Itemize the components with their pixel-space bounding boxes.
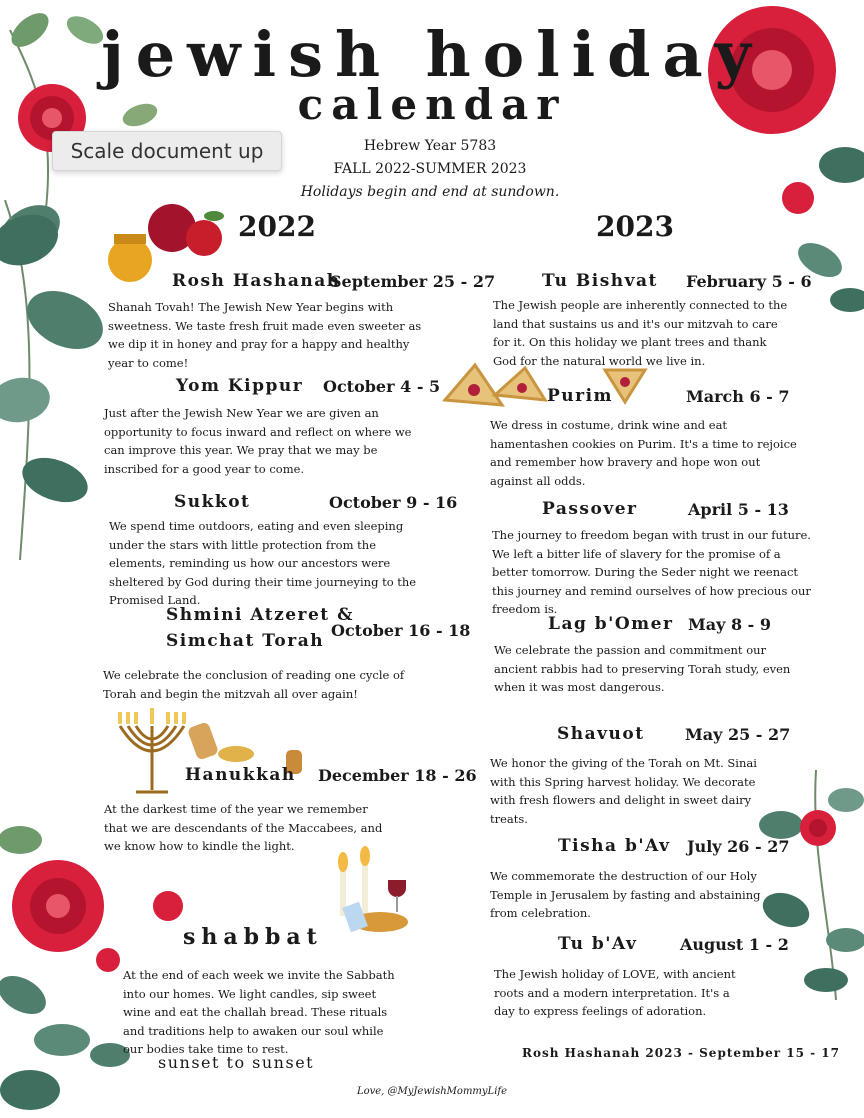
holiday-name: Lag b'Omer (548, 614, 674, 634)
holiday-name: Hanukkah (185, 765, 296, 785)
holiday-description: We honor the giving of the Torah on Mt. Sinai with this Spring harvest holiday. We decorate with fresh flowers and delight in sweet dairy treats. (490, 756, 757, 826)
holiday-description: We dress in costume, drink wine and eat hamentashen cookies on Purim. It's a time to rejoice and remember how bravery and hope won out against all odds. (490, 418, 797, 488)
holiday-name: Yom Kippur (176, 376, 304, 396)
holiday-date: April 5 - 13 (688, 500, 789, 519)
shabbat-description: At the end of each week we invite the Sabbath into our homes. We light candles, sip sweet wine and eat the challah bread. These rituals and traditions help to awaken our soul while our bodies take time to rest. (123, 968, 395, 1056)
holiday-name: Passover (542, 499, 638, 519)
holiday-description: At the darkest time of the year we remember that we are descendants of the Maccabees, and we know how to kindle the light. (104, 802, 383, 853)
leaves-left-decoration (0, 200, 110, 560)
holiday-date: December 18 - 26 (318, 766, 477, 785)
season: FALL 2022-SUMMER 2023 (333, 161, 527, 177)
signature: Love, @MyJewishMommyLife (356, 1086, 508, 1097)
year-2022-heading: 2022 (238, 210, 316, 243)
holiday-date: September 25 - 27 (330, 272, 496, 291)
holiday-name: Tisha b'Av (558, 836, 671, 856)
holiday-name-line2: Simchat Torah (166, 631, 325, 651)
next-rosh-hashanah: Rosh Hashanah 2023 - September 15 - 17 (522, 1046, 840, 1060)
holiday-name: Sukkot (174, 492, 251, 512)
holiday-description: The Jewish holiday of LOVE, with ancient roots and a modern interpretation. It's a day to express feelings of adoration. (494, 967, 736, 1018)
holiday-description: Just after the Jewish New Year we are given an opportunity to focus inward and reflect on where we can improve this year. We pray that we may be inscribed for a good year to come. (104, 406, 412, 476)
page-subtitle: calendar (297, 80, 567, 129)
page-title: jewish holiday (101, 18, 763, 91)
holiday-name: Shavuot (557, 724, 645, 744)
holiday-description: We commemorate the destruction of our Holy Temple in Jerusalem by fasting and abstaining from celebration. (490, 869, 761, 920)
holiday-name: Rosh Hashanah (172, 271, 341, 291)
holiday-date: March 6 - 7 (686, 387, 790, 406)
holiday-name: Tu b'Av (558, 934, 638, 954)
holiday-description: The journey to freedom began with trust in our future. We left a bitter life of slavery for the promise of a better tomorrow. During the Seder night we reenact this journey and remind ourselves of how precious our freedom is. (492, 528, 811, 616)
holiday-date: February 5 - 6 (686, 272, 812, 291)
holiday-description: We celebrate the passion and commitment our ancient rabbis had to preserving Torah study, even when it was most dangerous. (494, 643, 791, 694)
holiday-description: The Jewish people are inherently connected to the land that sustains us and it's our mitzvah to care for it. On this holiday we plant trees and thank God for the natural world we live in. (493, 298, 788, 368)
shabbat-time: sunset to sunset (158, 1053, 315, 1072)
holiday-date: October 16 - 18 (331, 621, 471, 640)
holiday-date: October 9 - 16 (329, 493, 458, 512)
sundown-note: Holidays begin and end at sundown. (300, 184, 560, 200)
holiday-date: July 26 - 27 (687, 837, 790, 856)
holiday-description: We spend time outdoors, eating and even sleeping under the stars with little protection from the elements, reminding us how our ancestors were sheltered by God during their time journeying to the Promised Land. (109, 519, 417, 607)
holiday-date: October 4 - 5 (323, 377, 441, 396)
holiday-name: Tu Bishvat (542, 271, 658, 291)
holiday-date: August 1 - 2 (680, 935, 789, 954)
hebrew-year: Hebrew Year 5783 (363, 138, 497, 154)
holiday-description: We celebrate the conclusion of reading one cycle of Torah and begin the mitzvah all over again! (103, 668, 405, 701)
holiday-name: Purim (547, 386, 614, 406)
holiday-name: Shmini Atzeret & (166, 605, 354, 625)
year-2023-heading: 2023 (596, 210, 674, 243)
scale-document-up-button[interactable]: Scale document up (52, 131, 282, 171)
shabbat-heading: shabbat (183, 924, 323, 950)
holiday-date: May 8 - 9 (688, 615, 771, 634)
holiday-date: May 25 - 27 (685, 725, 791, 744)
holiday-description: Shanah Tovah! The Jewish New Year begins with sweetness. We taste fresh fruit made even sweeter as we dip it in honey and pray for a happy and healthy year to come! (108, 300, 422, 370)
